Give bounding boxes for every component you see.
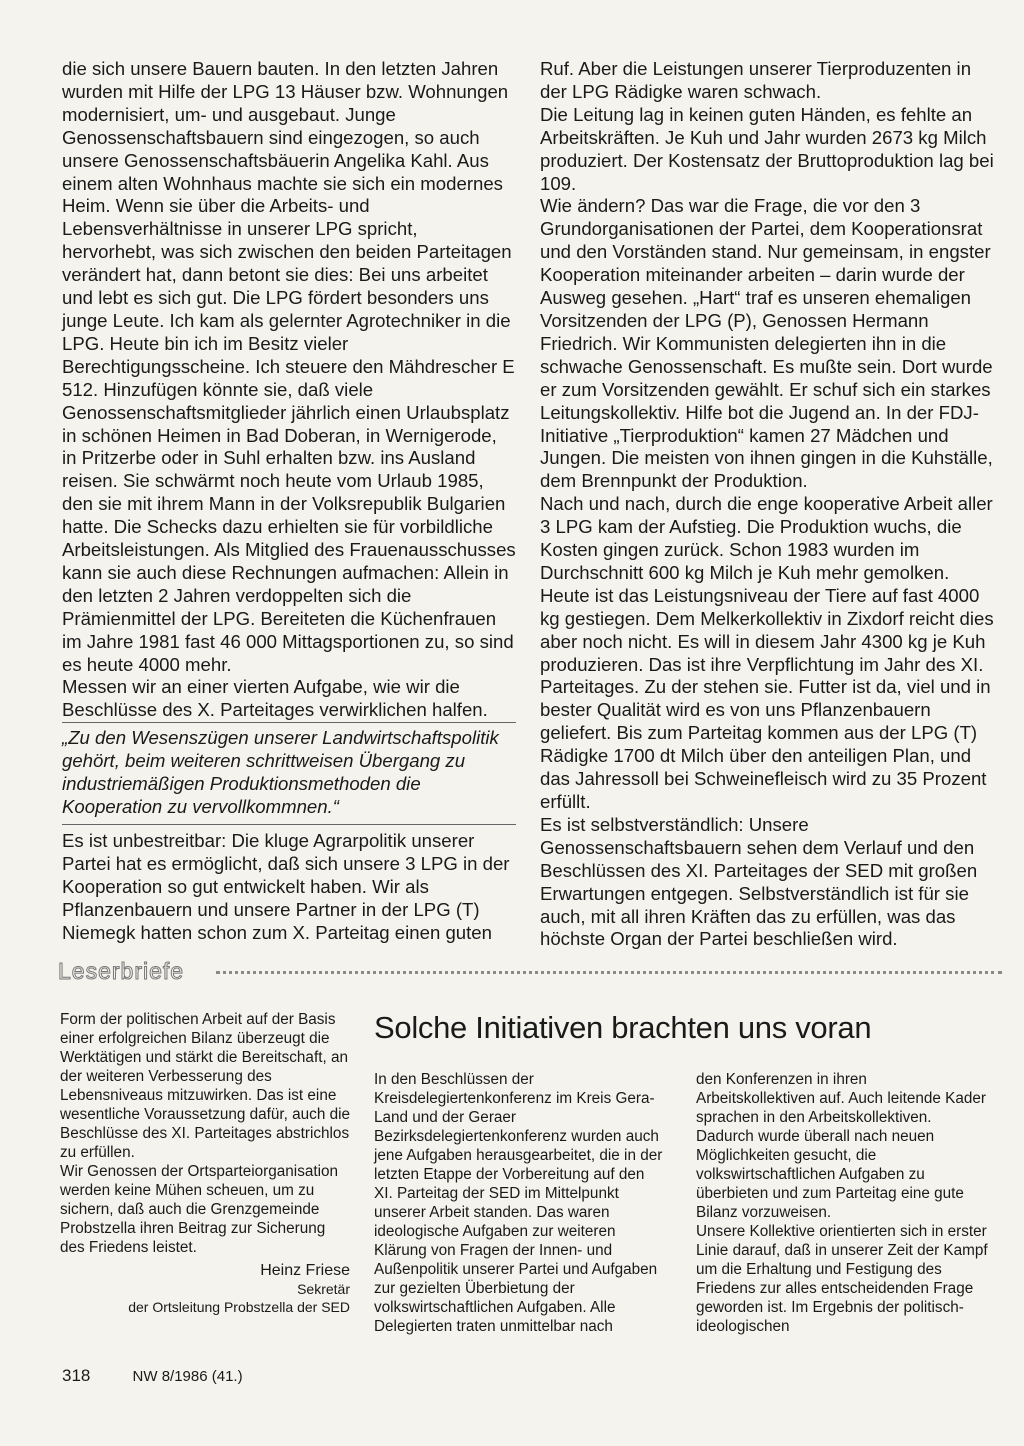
page-number: 318 [62,1366,91,1385]
paragraph: die sich unsere Bauern bauten. In den letzten Jahren wurden mit Hilfe der LPG 13 Häuser bzw. Wohnungen modernisiert, um- und ausgebaut. Junge Genossenschaftsbauern sind eingezogen, so auch unsere Genossenschaftsbäuerin Angelika Kahl. Aus einem alten Wohnhaus machte sie sich ein modernes Heim. Wenn sie über die Arbeits- und Lebensverhältnisse in unserer LPG spricht, hervorhebt, was sich zwischen den beiden Parteitagen verändert hat, dann betont sie dies: Bei uns arbeitet und lebt es sich gut. Die LPG fördert besonders uns junge Leute. Ich kam als gelernter Agrotechniker in die LPG. Heute bin ich im Besitz vieler Berechtigungsscheine. Ich steuere den Mähdrescher E 512. Hinzufügen könnte sie, daß viele Genossenschaftsmitglieder jährlich einen Urlaubsplatz in schönen Heimen in Bad Doberan, in Wernigerode, in Pritzerbe oder in Suhl erhalten bzw. ins Ausland reisen. Sie schwärmt noch heute vom Urlaub 1985, den sie mit ihrem Mann in der Volksrepublik Bulgarien hatte. Die Schecks dazu erhielten sie für vorbildliche Arbeitsleistungen. Als Mitglied des Frauenausschusses kann sie auch diese Rechnungen aufmachen: Allein in den letzten 2 Jahren verdoppelten sich die Prämienmittel der LPG. Bereiteten die Küchenfrauen im Jahre 1981 fast 46 000 Mittagsportionen zu, so sind es heute 4000 mehr. [62,58,516,675]
author-role: Sekretär der Ortsleitung Probstzella der SED [128,1281,350,1315]
paragraph: Form der politischen Arbeit auf der Basis einer erfolgreichen Bilanz überzeugt die Werktätigen und stärkt die Bereitschaft, an der weiteren Verbesserung des Lebensniveaus mitzuwirken. Das ist eine wesentliche Voraussetzung dafür, auch die Beschlüsse des XI. Parteitages abstrichlos zu erfüllen. [60,1011,350,1161]
section-header [58,958,1002,984]
paragraph: Ruf. Aber die Leistungen unserer Tierproduzenten in der LPG Rädigke waren schwach. [540,58,972,102]
article-column-1 [62,58,516,944]
paragraph: den Konferenzen in ihren Arbeitskollektiven auf. Auch leitende Kader sprachen in den Arbeitskollektiven. Dadurch wurde überall nach neuen Möglichkeiten gesucht, die volkswirtschaftlichen Aufgaben zu überbieten und zum Parteitag eine gute Bilanz vorzuweisen. [696,1071,986,1221]
author-signature: Heinz Friese [260,1262,350,1279]
paragraph: Die Leitung lag in keinen guten Händen, es fehlte an Arbeitskräften. Je Kuh und Jahr wurden 2673 kg Milch produziert. Der Kostensatz der Bruttoproduktion lag bei 109. [540,103,994,194]
letter-column-2 [374,1070,667,1336]
paragraph: Wir Genossen der Ortsparteiorganisation werden keine Mühen scheuen, um zu sichern, daß auch die Grenzgemeinde Probstzella ihren Beitrag zur Sicherung des Friedens leistet. [60,1163,339,1256]
paragraph: Es ist selbstverständlich: Unsere Genossenschaftsbauern sehen dem Verlauf und den Beschlüssen des XI. Parteitages der SED mit großen Erwartungen entgegen. Selbstverständlich ist für sie auch, mit all ihren Kräften das zu erfüllen, was das höchste Organ der Partei beschließen wird. [540,813,978,950]
section-label: Leserbriefe [58,958,185,984]
pull-quote: „Zu den Wesenszügen unserer Landwirtschaftspolitik gehört, beim weiteren schrittweisen Übergang zu industriemäßigen Produktionsmethoden die Kooperation zu vervollkommnen.“ [62,722,516,825]
section-divider [216,971,1002,974]
paragraph: In den Beschlüssen der Kreisdelegiertenkonferenz im Kreis Gera-Land und der Geraer Bezirksdelegiertenkonferenz wurden auch jene Aufgaben herausgearbeitet, die in der letzten Etappe der Vorbereitung auf den XI. Parteitag der SED im Mittelpunkt unserer Arbeit standen. Das waren ideologische Aufgaben zur weiteren Klärung von Fragen der Innen- und Außenpolitik unserer Partei und Aufgaben zur gezielten Überbietung der volkswirtschaftlichen Aufgaben. Alle Delegierten traten unmittelbar nach [374,1071,663,1335]
letter-column-1 [60,1010,350,1316]
paragraph: Es ist unbestreitbar: Die kluge Agrarpolitik unserer Partei hat es ermöglicht, daß sich unsere 3 LPG in der Kooperation so gut entwickelt haben. Wir als Pflanzenbauern und unsere Partner in der LPG (T) Niemegk hatten schon zum X. Parteitag einen guten [62,829,510,943]
paragraph: Unsere Kollektive orientierten sich in erster Linie darauf, daß in unserer Zeit der Kampf um die Erhaltung und Festigung des Friedens zur alles entscheidenden Frage geworden ist. Im Ergebnis der politisch-ideologischen [696,1223,988,1335]
paragraph: Nach und nach, durch die enge kooperative Arbeit aller 3 LPG kam der Aufstieg. Die Produktion wuchs, die Kosten gingen zurück. Schon 1983 wurden im Durchschnitt 600 kg Milch je Kuh mehr gemolken. Heute ist das Leistungsniveau der Tiere auf fast 4000 kg gestiegen. Dem Melkerkollektiv in Zixdorf reicht dies aber noch nicht. Es will in diesem Jahr 4300 kg je Kuh produzieren. Das ist ihre Verpflichtung im Jahr des XI. Parteitages. Zu der stehen sie. Futter ist da, viel und in bester Qualität wird es von uns Pflanzenbauern geliefert. Bis zum Parteitag kommen aus der LPG (T) Rädigke 1700 dt Milch über den anteiligen Plan, und das Jahressoll bei Schweinefleisch wird zu 35 Prozent erfüllt. [540,493,994,812]
issue-reference: NW 8/1986 (41.) [132,1368,243,1385]
letter-headline: Solche Initiativen brachten uns voran [374,1010,872,1045]
paragraph: Messen wir an einer vierten Aufgabe, wie wir die Beschlüsse des X. Parteitages verwirklichen halfen. [62,676,488,721]
letter-column-3 [696,1070,988,1336]
article-column-2 [540,58,1000,951]
page-footer [62,1366,243,1386]
paragraph: Wie ändern? Das war die Frage, die vor den 3 Grundorganisationen der Partei, dem Kooperationsrat und den Vorständen stand. Nur gemeinsam, in engster Kooperation miteinander arbeiten – darin wurde der Ausweg gesehen. „Hart“ traf es unseren ehemaligen Vorsitzenden der LPG (P), Genossen Hermann Friedrich. Wir Kommunisten delegierten ihn in die schwache Genossenschaft. Es mußte sein. Dort wurde er zum Vorsitzenden gewählt. Er schuf sich ein starkes Leitungskollektiv. Hilfe bot die Jugend an. In der FDJ-Initiative „Tierproduktion“ kamen 27 Mädchen und Jungen. Die meisten von ihnen gingen in die Kuhställe, dem Brennpunkt der Produktion. [540,195,993,492]
